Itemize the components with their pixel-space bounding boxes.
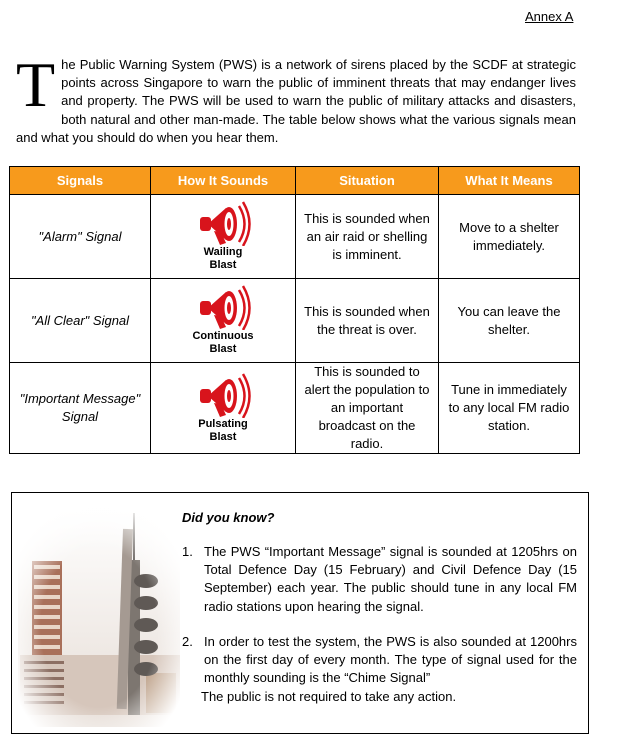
list-item <box>182 543 577 616</box>
sound-label: Pulsating <box>198 417 248 430</box>
signals-table <box>9 166 580 454</box>
sound-label: Blast <box>209 259 237 271</box>
table-header-row <box>10 167 580 195</box>
sound-cell <box>151 363 296 454</box>
item-text: In order to test the system, the PWS is also sounded at 1200hrs on the first day of every month. The type of signal used for the monthly sounding is the “Chime Signal” <box>204 633 577 686</box>
header-situation: Situation <box>296 167 439 195</box>
siren-icon <box>192 284 254 330</box>
situation-cell: This is sounded when the threat is over. <box>296 279 439 363</box>
no-action-note: The public is not required to take any action. <box>201 689 457 704</box>
situation-cell: This is sounded when an air raid or shelling is imminent. <box>296 195 439 279</box>
sound-label: Continuous <box>192 330 254 342</box>
meaning-cell: Move to a shelter immediately. <box>439 195 580 279</box>
header-how-it-sounds: How It Sounds <box>151 167 296 195</box>
list-item <box>182 633 577 688</box>
meaning-cell: You can leave the shelter. <box>439 279 580 363</box>
meaning-cell: Tune in immediately to any local FM radio station. <box>439 363 580 454</box>
table-row <box>10 279 580 363</box>
header-signals: Signals <box>10 167 151 195</box>
table-row <box>10 363 580 454</box>
header-what-it-means: What It Means <box>439 167 580 195</box>
intro-text: he Public Warning System (PWS) is a network of sirens placed by the SCDF at strategic points across Singapore to warn the public of imminent threats that may endanger lives and property. The PWS will be used to warn the public of military attacks and disasters, both natural and other man-made. The table below shows what the various signals mean and what you should do when you hear them. <box>16 57 576 145</box>
did-you-know-title: Did you know? <box>182 510 275 525</box>
sound-cell <box>151 195 296 279</box>
intro-paragraph <box>16 49 576 147</box>
siren-tower-photo <box>18 505 180 727</box>
siren-icon <box>192 200 254 246</box>
drop-cap: T <box>16 49 56 120</box>
table-row <box>10 195 580 279</box>
signal-name: "Alarm" Signal <box>10 195 151 279</box>
annex-label: Annex A <box>525 9 574 24</box>
item-number: 1. <box>182 544 193 559</box>
item-number: 2. <box>182 633 193 649</box>
sound-label: Blast <box>209 343 237 355</box>
sound-label: Blast <box>209 430 237 443</box>
siren-icon <box>192 372 254 418</box>
sound-cell <box>151 279 296 363</box>
item-text: The PWS “Important Message” signal is sounded at 1205hrs on Total Defence Day (15 February) and Civil Defence Day (15 September) each year. The public should tune in any local FM radio stations upon hearing the signal. <box>204 544 577 614</box>
signal-name: "Important Message" Signal <box>10 363 151 454</box>
sound-label: Wailing <box>203 246 243 258</box>
signal-name: "All Clear" Signal <box>10 279 151 363</box>
facts-list <box>182 543 577 704</box>
situation-cell: This is sounded to alert the population to an important broadcast on the radio. <box>296 363 439 454</box>
did-you-know-box <box>11 492 589 734</box>
